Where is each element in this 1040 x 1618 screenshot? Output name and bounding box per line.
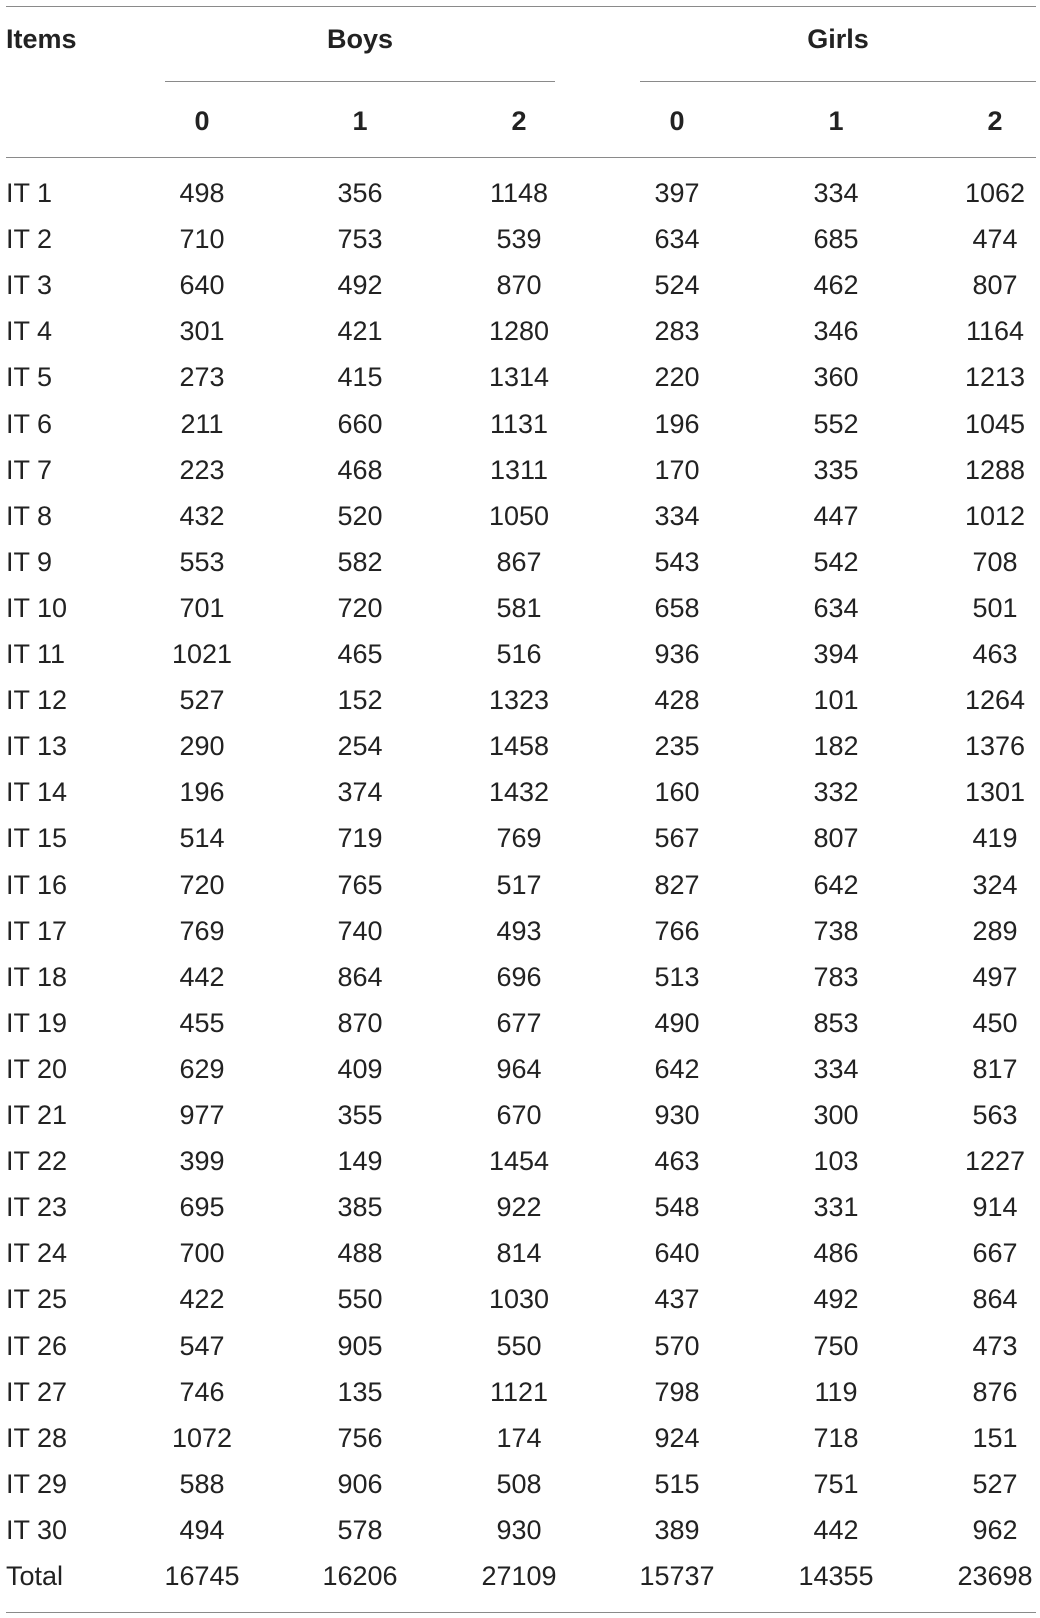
table-cell: 807 bbox=[813, 823, 859, 854]
table-cell: 152 bbox=[337, 685, 383, 716]
header-boys: Boys bbox=[326, 24, 394, 54]
table-cell: 273 bbox=[179, 362, 225, 393]
table-cell: 14355 bbox=[798, 1561, 874, 1591]
table-cell: 660 bbox=[337, 408, 383, 439]
row-label: IT 10 bbox=[6, 592, 68, 623]
table-cell: 567 bbox=[654, 823, 700, 854]
table-cell: 422 bbox=[179, 1284, 225, 1315]
table-cell: 335 bbox=[813, 454, 859, 485]
table-cell: 170 bbox=[654, 454, 700, 485]
table-cell: 385 bbox=[337, 1192, 383, 1223]
table-row bbox=[0, 354, 1040, 400]
table-cell: 914 bbox=[972, 1192, 1018, 1223]
table-cell: 462 bbox=[813, 270, 859, 301]
table-cell: 642 bbox=[654, 1053, 700, 1084]
table-cell: 508 bbox=[496, 1468, 542, 1499]
table-cell: 1045 bbox=[964, 408, 1026, 439]
table-cell: 1458 bbox=[488, 731, 550, 762]
row-label: IT 14 bbox=[6, 777, 68, 808]
table-cell: 432 bbox=[179, 500, 225, 531]
table-cell: 1131 bbox=[489, 408, 549, 439]
table-row bbox=[0, 1507, 1040, 1553]
table-cell: 334 bbox=[654, 500, 700, 531]
table-row bbox=[0, 769, 1040, 815]
table-cell: 409 bbox=[337, 1053, 383, 1084]
table-cell: 463 bbox=[654, 1146, 700, 1177]
table-cell: 550 bbox=[496, 1330, 542, 1361]
table-cell: 1227 bbox=[964, 1146, 1026, 1177]
row-label: IT 22 bbox=[6, 1146, 68, 1177]
table-cell: 421 bbox=[337, 316, 383, 347]
table-cell: 1213 bbox=[964, 362, 1026, 393]
table-row bbox=[0, 1276, 1040, 1322]
table-cell: 516 bbox=[496, 639, 542, 669]
table-cell: 415 bbox=[337, 362, 383, 393]
table-row bbox=[0, 585, 1040, 631]
table-cell: 1164 bbox=[965, 316, 1025, 347]
table-row bbox=[0, 262, 1040, 308]
row-label: IT 16 bbox=[6, 869, 68, 900]
table-cell: 346 bbox=[813, 316, 859, 347]
table-cell: 490 bbox=[654, 1007, 700, 1038]
table-cell: 542 bbox=[813, 546, 859, 577]
table-row bbox=[0, 723, 1040, 769]
row-label: IT 6 bbox=[6, 408, 53, 439]
table-cell: 740 bbox=[337, 915, 383, 946]
table-cell: 629 bbox=[179, 1053, 225, 1084]
table-cell: 290 bbox=[179, 731, 225, 762]
table-cell: 149 bbox=[337, 1146, 383, 1177]
table-cell: 1030 bbox=[488, 1284, 550, 1315]
table-cell: 738 bbox=[813, 915, 859, 946]
table-cell: 548 bbox=[654, 1192, 700, 1223]
header-rule bbox=[6, 157, 1036, 158]
table-cell: 468 bbox=[337, 454, 383, 485]
table-cell: 488 bbox=[337, 1238, 383, 1269]
header-girls-2: 2 bbox=[987, 106, 1003, 136]
row-label: IT 17 bbox=[6, 915, 68, 946]
table-row bbox=[0, 908, 1040, 954]
table-cell: 465 bbox=[337, 639, 383, 669]
table-cell: 977 bbox=[179, 1100, 225, 1130]
table-cell: 492 bbox=[337, 270, 383, 301]
table-cell: 442 bbox=[179, 961, 225, 992]
table-cell: 517 bbox=[496, 869, 542, 900]
table-cell: 1311 bbox=[489, 454, 549, 485]
table-cell: 520 bbox=[337, 500, 383, 531]
table-cell: 220 bbox=[654, 362, 700, 393]
table-cell: 1264 bbox=[964, 685, 1026, 716]
row-label: IT 7 bbox=[6, 454, 53, 485]
table-cell: 474 bbox=[972, 224, 1018, 255]
row-label: IT 29 bbox=[6, 1468, 68, 1499]
table-cell: 814 bbox=[496, 1238, 542, 1269]
table-cell: 552 bbox=[813, 408, 859, 439]
table-cell: 817 bbox=[972, 1053, 1018, 1084]
header-girls: Girls bbox=[807, 24, 869, 54]
row-label: IT 8 bbox=[6, 500, 53, 531]
table-cell: 905 bbox=[337, 1330, 383, 1361]
table-cell: 103 bbox=[813, 1146, 859, 1177]
table-cell: 1121 bbox=[489, 1376, 549, 1407]
table-cell: 437 bbox=[654, 1284, 700, 1315]
table-cell: 539 bbox=[496, 224, 542, 255]
table-cell: 588 bbox=[179, 1468, 225, 1499]
table-cell: 547 bbox=[179, 1330, 225, 1361]
row-label: IT 5 bbox=[6, 362, 53, 393]
table-cell: 463 bbox=[972, 639, 1018, 669]
table-cell: 700 bbox=[179, 1238, 225, 1269]
table-row bbox=[0, 539, 1040, 585]
table-row bbox=[0, 677, 1040, 723]
table-cell: 15737 bbox=[639, 1561, 715, 1591]
table-cell: 235 bbox=[654, 731, 700, 762]
table-cell: 864 bbox=[972, 1284, 1018, 1315]
row-label: IT 11 bbox=[6, 639, 66, 669]
table-row bbox=[0, 308, 1040, 354]
table-cell: 807 bbox=[972, 270, 1018, 301]
table-cell: 283 bbox=[654, 316, 700, 347]
table-cell: 301 bbox=[179, 316, 225, 347]
table-cell: 182 bbox=[813, 731, 859, 762]
table-cell: 16206 bbox=[322, 1561, 398, 1591]
table-cell: 936 bbox=[654, 639, 700, 669]
table-cell: 1148 bbox=[489, 178, 549, 208]
bottom-rule bbox=[6, 1612, 1036, 1613]
row-label: Total bbox=[6, 1561, 64, 1591]
table-cell: 798 bbox=[654, 1376, 700, 1407]
table-cell: 514 bbox=[179, 823, 225, 854]
table-cell: 864 bbox=[337, 961, 383, 992]
table-cell: 16745 bbox=[164, 1561, 240, 1591]
table-cell: 493 bbox=[496, 915, 542, 946]
table-cell: 930 bbox=[496, 1514, 542, 1545]
table-cell: 642 bbox=[813, 869, 859, 900]
table-cell: 765 bbox=[337, 869, 383, 900]
table-row bbox=[0, 1184, 1040, 1230]
table-cell: 196 bbox=[179, 777, 225, 808]
table-cell: 356 bbox=[337, 178, 383, 208]
table-cell: 710 bbox=[179, 224, 225, 255]
row-label: IT 13 bbox=[6, 731, 68, 762]
table-cell: 719 bbox=[337, 823, 383, 854]
table-row bbox=[0, 1092, 1040, 1138]
table-cell: 964 bbox=[496, 1053, 542, 1084]
table-cell: 455 bbox=[179, 1007, 225, 1038]
table-cell: 399 bbox=[179, 1146, 225, 1177]
table-cell: 718 bbox=[813, 1422, 859, 1453]
header-boys-2: 2 bbox=[511, 106, 527, 136]
row-label: IT 19 bbox=[6, 1007, 68, 1038]
table-cell: 513 bbox=[654, 961, 700, 992]
table-row bbox=[0, 447, 1040, 493]
table-cell: 634 bbox=[654, 224, 700, 255]
table-cell: 783 bbox=[813, 961, 859, 992]
table-cell: 527 bbox=[972, 1468, 1018, 1499]
girls-group-rule bbox=[640, 81, 1036, 82]
table-cell: 498 bbox=[179, 178, 225, 208]
table-cell: 419 bbox=[972, 823, 1018, 854]
table-cell: 300 bbox=[813, 1100, 859, 1130]
table-cell: 553 bbox=[179, 546, 225, 577]
row-label: IT 30 bbox=[6, 1514, 68, 1545]
table-cell: 746 bbox=[179, 1376, 225, 1407]
table-cell: 867 bbox=[496, 546, 542, 577]
table-cell: 766 bbox=[654, 915, 700, 946]
table-cell: 211 bbox=[180, 408, 224, 439]
table-cell: 447 bbox=[813, 500, 859, 531]
header-boys-1: 1 bbox=[352, 106, 368, 136]
row-label: IT 28 bbox=[6, 1422, 68, 1453]
table-cell: 1432 bbox=[488, 777, 550, 808]
table-cell: 135 bbox=[337, 1376, 383, 1407]
table-cell: 922 bbox=[496, 1192, 542, 1223]
table-cell: 578 bbox=[337, 1514, 383, 1545]
header-girls-1: 1 bbox=[828, 106, 844, 136]
table-cell: 223 bbox=[179, 454, 225, 485]
table-cell: 360 bbox=[813, 362, 859, 393]
table-row bbox=[0, 1046, 1040, 1092]
table-cell: 494 bbox=[179, 1514, 225, 1545]
table-row bbox=[0, 954, 1040, 1000]
table-cell: 331 bbox=[813, 1192, 859, 1223]
table-row bbox=[0, 1000, 1040, 1046]
table-cell: 582 bbox=[337, 546, 383, 577]
table-cell: 289 bbox=[972, 915, 1018, 946]
table-cell: 1314 bbox=[488, 362, 550, 393]
table-cell: 394 bbox=[813, 639, 859, 669]
table-cell: 769 bbox=[496, 823, 542, 854]
table-cell: 497 bbox=[972, 961, 1018, 992]
table-cell: 708 bbox=[972, 546, 1018, 577]
table-cell: 1072 bbox=[171, 1422, 233, 1453]
table-cell: 174 bbox=[496, 1422, 542, 1453]
table-row bbox=[0, 1138, 1040, 1184]
table-cell: 1050 bbox=[488, 500, 550, 531]
table-cell: 640 bbox=[654, 1238, 700, 1269]
table-cell: 543 bbox=[654, 546, 700, 577]
table-cell: 119 bbox=[814, 1376, 858, 1407]
table-cell: 527 bbox=[179, 685, 225, 716]
table-cell: 753 bbox=[337, 224, 383, 255]
table-cell: 196 bbox=[654, 408, 700, 439]
row-label: IT 4 bbox=[6, 316, 53, 347]
table-cell: 769 bbox=[179, 915, 225, 946]
table-cell: 751 bbox=[813, 1468, 859, 1499]
total-row bbox=[0, 1553, 1040, 1599]
row-label: IT 21 bbox=[6, 1100, 68, 1130]
table-cell: 667 bbox=[972, 1238, 1018, 1269]
table-cell: 515 bbox=[654, 1468, 700, 1499]
table-cell: 324 bbox=[972, 869, 1018, 900]
table-cell: 442 bbox=[813, 1514, 859, 1545]
row-label: IT 20 bbox=[6, 1053, 68, 1084]
table-cell: 756 bbox=[337, 1422, 383, 1453]
table-row bbox=[0, 862, 1040, 908]
table-row bbox=[0, 493, 1040, 539]
top-rule bbox=[6, 6, 1036, 7]
table-row bbox=[0, 1369, 1040, 1415]
table-cell: 397 bbox=[654, 178, 700, 208]
table-cell: 334 bbox=[813, 178, 859, 208]
table-cell: 1288 bbox=[964, 454, 1026, 485]
table-cell: 1062 bbox=[964, 178, 1026, 208]
table-cell: 677 bbox=[496, 1007, 542, 1038]
table-cell: 570 bbox=[654, 1330, 700, 1361]
table-cell: 524 bbox=[654, 270, 700, 301]
header-items: Items bbox=[6, 24, 77, 54]
row-label: IT 2 bbox=[6, 224, 53, 255]
row-label: IT 25 bbox=[6, 1284, 68, 1315]
row-label: IT 18 bbox=[6, 961, 68, 992]
table-cell: 670 bbox=[496, 1100, 542, 1130]
table-cell: 870 bbox=[337, 1007, 383, 1038]
table-cell: 374 bbox=[337, 777, 383, 808]
row-label: IT 15 bbox=[6, 823, 68, 854]
table-cell: 962 bbox=[972, 1514, 1018, 1545]
table-row bbox=[0, 401, 1040, 447]
table-cell: 101 bbox=[813, 685, 859, 716]
table-cell: 634 bbox=[813, 592, 859, 623]
table-row bbox=[0, 1323, 1040, 1369]
table-row bbox=[0, 815, 1040, 861]
table-cell: 658 bbox=[654, 592, 700, 623]
table-cell: 1012 bbox=[964, 500, 1026, 531]
row-label: IT 12 bbox=[6, 685, 68, 716]
table-cell: 160 bbox=[654, 777, 700, 808]
table-cell: 486 bbox=[813, 1238, 859, 1269]
table-row bbox=[0, 631, 1040, 677]
table-cell: 428 bbox=[654, 685, 700, 716]
table-cell: 389 bbox=[654, 1514, 700, 1545]
table-cell: 701 bbox=[179, 592, 225, 623]
table-cell: 870 bbox=[496, 270, 542, 301]
table-cell: 1021 bbox=[171, 639, 233, 669]
table-cell: 450 bbox=[972, 1007, 1018, 1038]
table-cell: 930 bbox=[654, 1100, 700, 1130]
table-cell: 685 bbox=[813, 224, 859, 255]
table-cell: 1376 bbox=[964, 731, 1026, 762]
row-label: IT 26 bbox=[6, 1330, 68, 1361]
table-cell: 550 bbox=[337, 1284, 383, 1315]
row-label: IT 27 bbox=[6, 1376, 68, 1407]
row-label: IT 23 bbox=[6, 1192, 68, 1223]
table-cell: 640 bbox=[179, 270, 225, 301]
table-cell: 23698 bbox=[957, 1561, 1033, 1591]
table-row bbox=[0, 170, 1040, 216]
table-cell: 695 bbox=[179, 1192, 225, 1223]
header-boys-0: 0 bbox=[194, 106, 210, 136]
table-row bbox=[0, 1461, 1040, 1507]
row-label: IT 1 bbox=[6, 178, 53, 208]
table-cell: 750 bbox=[813, 1330, 859, 1361]
table-cell: 332 bbox=[813, 777, 859, 808]
table-cell: 1280 bbox=[488, 316, 550, 347]
boys-group-rule bbox=[165, 81, 555, 82]
table-cell: 492 bbox=[813, 1284, 859, 1315]
row-label: IT 9 bbox=[6, 546, 53, 577]
table-cell: 355 bbox=[337, 1100, 383, 1130]
table-cell: 720 bbox=[337, 592, 383, 623]
table-cell: 1323 bbox=[488, 685, 550, 716]
table-cell: 696 bbox=[496, 961, 542, 992]
table-cell: 1454 bbox=[488, 1146, 550, 1177]
table-cell: 473 bbox=[972, 1330, 1018, 1361]
table-cell: 720 bbox=[179, 869, 225, 900]
table-cell: 151 bbox=[972, 1422, 1018, 1453]
table-cell: 906 bbox=[337, 1468, 383, 1499]
row-label: IT 24 bbox=[6, 1238, 68, 1269]
table-cell: 254 bbox=[337, 731, 383, 762]
table-cell: 563 bbox=[972, 1100, 1018, 1130]
table-cell: 334 bbox=[813, 1053, 859, 1084]
table-cell: 27109 bbox=[481, 1561, 557, 1591]
table-cell: 501 bbox=[972, 592, 1018, 623]
table-cell: 924 bbox=[654, 1422, 700, 1453]
table-cell: 876 bbox=[972, 1376, 1018, 1407]
table-row bbox=[0, 1415, 1040, 1461]
header-girls-0: 0 bbox=[669, 106, 685, 136]
table-cell: 1301 bbox=[964, 777, 1026, 808]
row-label: IT 3 bbox=[6, 270, 53, 301]
table-cell: 853 bbox=[813, 1007, 859, 1038]
table-cell: 827 bbox=[654, 869, 700, 900]
table-row bbox=[0, 216, 1040, 262]
table-row bbox=[0, 1230, 1040, 1276]
table-cell: 581 bbox=[496, 592, 542, 623]
